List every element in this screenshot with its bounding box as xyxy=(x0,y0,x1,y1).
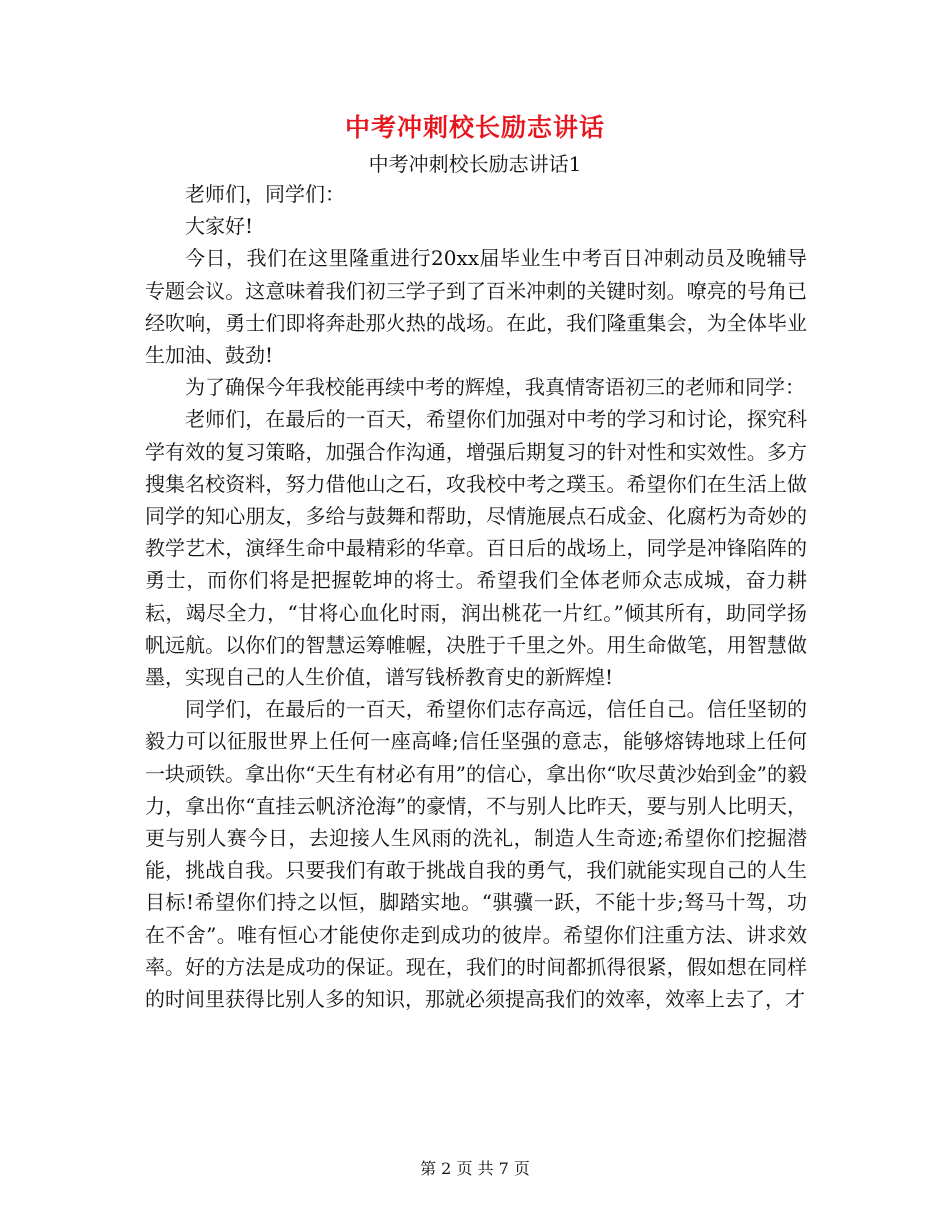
paragraph-teachers: 老师们，在最后的一百天，希望你们加强对中考的学习和讨论，探究科学有效的复习策略，加强合作沟通，增强后期复习的针对性和实效性。多方搜集名校资料，努力借他山之石，攻我校中考之璞玉。希望你们在生活上做同学的知心朋友，多给与鼓舞和帮助，尽情施展点石成金、化腐朽为奇妙的教学艺术，演绎生命中最精彩的华章。百日后的战场上，同学是冲锋陷阵的勇士，而你们将是把握乾坤的将士。希望我们全体老师众志成城，奋力耕耘，竭尽全力，“甘将心血化时雨，润出桃花一片红。”倾其所有，助同学扬帆远航。以你们的智慧运筹帷幄，决胜于千里之外。用生命做笔，用智慧做墨，实现自己的人生价值，谱写钱桥教育史的新辉煌! xyxy=(145,407,807,690)
document-subtitle: 中考冲刺校长励志讲话1 xyxy=(368,152,582,176)
page-number-footer: 第 2 页 共 7 页 xyxy=(420,1159,530,1178)
paragraph-students: 同学们，在最后的一百天，希望你们志存高远，信任自己。信任坚韧的毅力可以征服世界上任何一座高峰;信任坚强的意志，能够熔铸地球上任何一块顽铁。拿出你“天生有材必有用”的信心，拿出你“吹尽黄沙始到金”的毅力，拿出你“直挂云帆济沧海”的豪情，不与别人比昨天，要与别人比明天，更与别人赛今日，去迎接人生风雨的洗礼，制造人生奇迹;希望你们挖掘潜能，挑战自我。只要我们有敢于挑战自我的勇气，我们就能实现自己的人生目标!希望你们持之以恒，脚踏实地。“骐骥一跃，不能十步;驽马十驾，功在不舍”。唯有恒心才能使你走到成功的彼岸。希望你们注重方法、讲求效率。好的方法是成功的保证。现在，我们的时间都抓得很紧，假如想在同样的时间里获得比别人多的知识，那就必须提高我们的效率，效率上去了，才 xyxy=(145,697,807,1012)
document-body xyxy=(145,178,807,1015)
paragraph-hello: 大家好! xyxy=(185,214,254,239)
paragraph-intro: 今日，我们在这里隆重进行20xx届毕业生中考百日冲刺动员及晚辅导专题会议。这意味着我们初三学子到了百米冲刺的关键时刻。嘹亮的号角已经吹响，勇士们即将奔赴那火热的战场。在此，我们隆重集会，为全体毕业生加油、鼓劲! xyxy=(145,246,807,368)
document-title: 中考冲刺校长励志讲话 xyxy=(344,113,605,142)
paragraph-greeting: 老师们，同学们： xyxy=(185,182,345,206)
paragraph-message: 为了确保今年我校能再续中考的辉煌，我真情寄语初三的老师和同学： xyxy=(185,375,805,400)
